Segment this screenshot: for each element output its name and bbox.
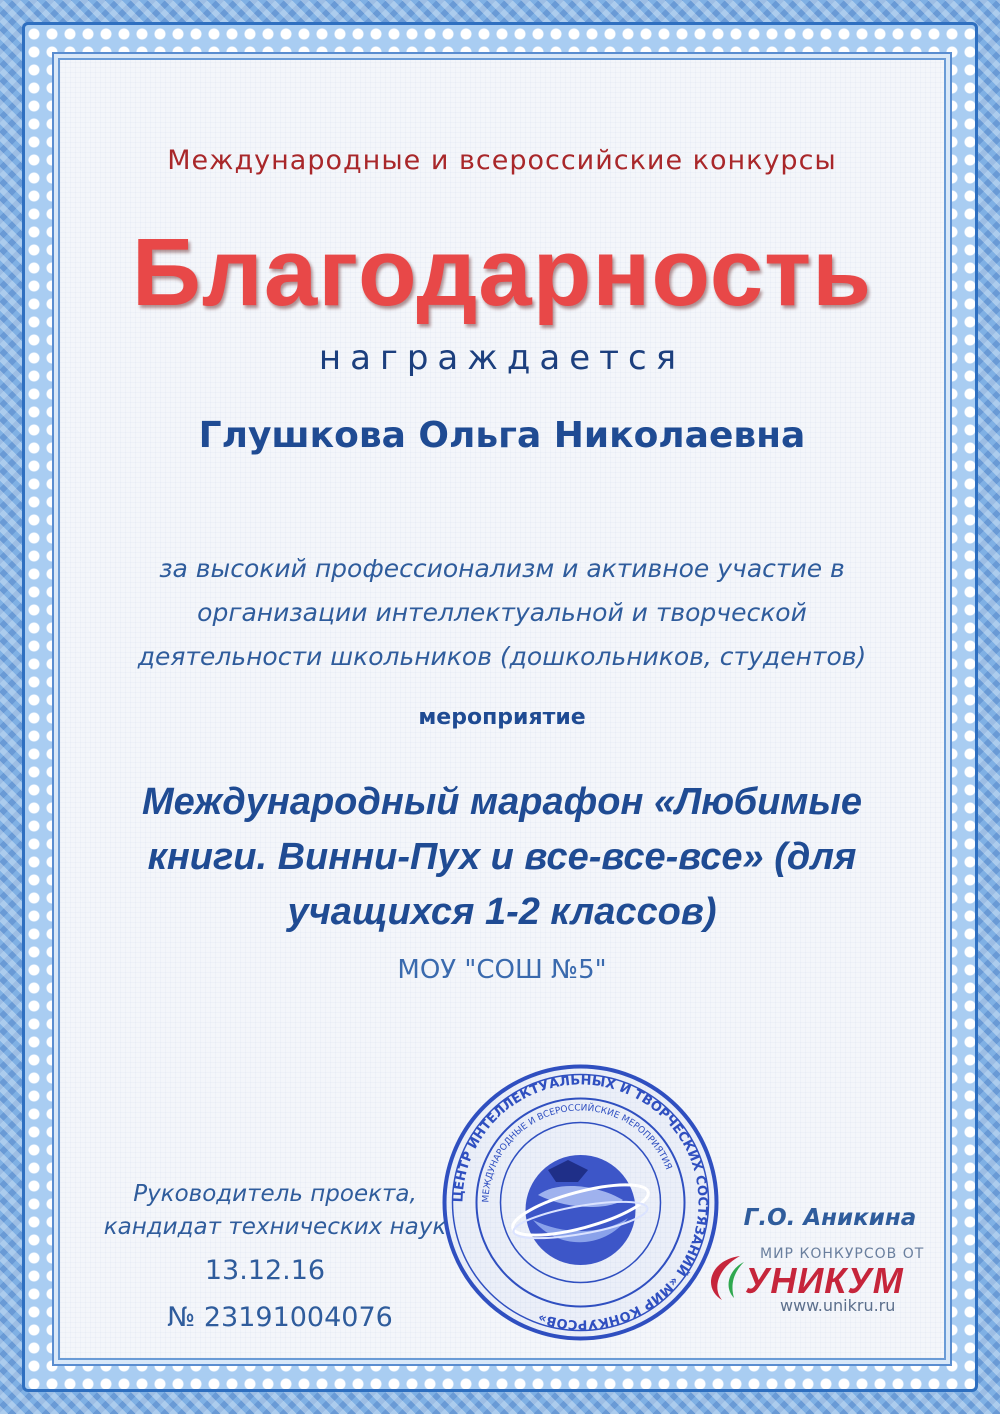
certificate-header: Международные и всероссийские конкурсы xyxy=(167,145,837,176)
certificate-sheet xyxy=(58,58,946,1360)
seal-outer-text: ЦЕНТР ИНТЕЛЛЕКТУАЛЬНЫХ И ТВОРЧЕСКИХ СОСТЯЗАНИЙ «МИР КОНКУРСОВ» xyxy=(451,1073,710,1332)
event-label: мероприятие xyxy=(418,705,586,730)
certificate-date: 13.12.16 xyxy=(204,1255,326,1286)
seal-inner-text: МЕЖДУНАРОДНЫЕ И ВСЕРОССИЙСКИЕ МЕРОПРИЯТИЯ xyxy=(481,1103,674,1203)
school-name: МОУ "СОШ №5" xyxy=(397,955,607,985)
director-line-2: кандидат технических наук xyxy=(103,1214,447,1240)
logo-url: www.unikru.ru xyxy=(780,1296,896,1315)
unikum-logo xyxy=(700,1238,950,1315)
certificate-title: Благодарность xyxy=(131,219,873,326)
director-line-1: Руководитель проекта, xyxy=(133,1181,417,1207)
logo-name: УНИКУМ xyxy=(745,1260,904,1301)
logo-tagline: МИР КОНКУРСОВ ОТ xyxy=(760,1246,925,1262)
swoosh-icon xyxy=(700,1248,750,1308)
award-reason: за высокий профессионализм и активное участие в организации интеллектуальной и творческой деятельности школьников (дошкольников, студентов) xyxy=(137,554,867,671)
event-title: Международный марафон «Любимые книги. Винни-Пух и все-все-все» (для учащихся 1-2 классов) xyxy=(141,781,863,933)
recipient-name: Глушкова Ольга Николаевна xyxy=(198,415,806,456)
official-seal xyxy=(438,1060,723,1345)
awarded-label: награждается xyxy=(318,338,686,378)
signer-name: Г.О. Аникина xyxy=(743,1205,917,1231)
director-title xyxy=(80,1178,470,1244)
certificate-number: № 23191004076 xyxy=(167,1302,393,1333)
